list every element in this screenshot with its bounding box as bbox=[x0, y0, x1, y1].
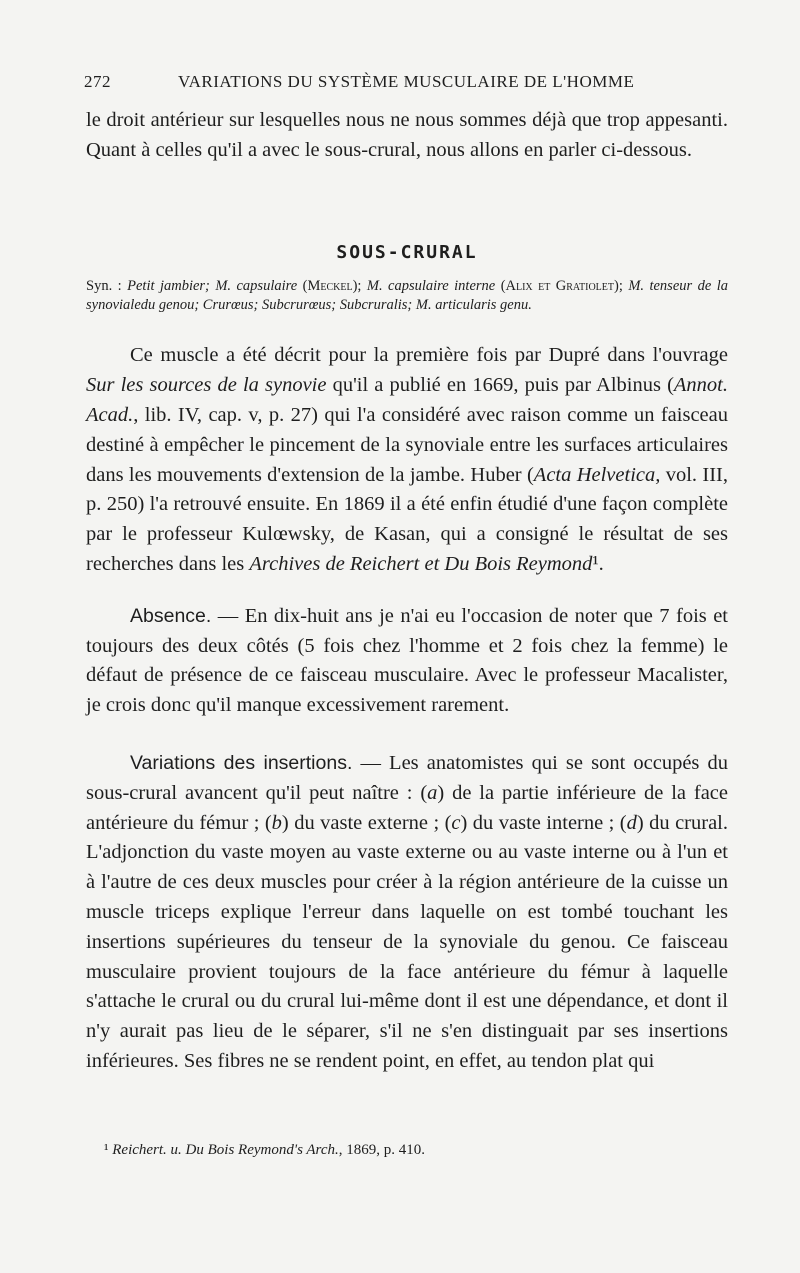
footnote-reference: Reichert. u. Du Bois Reymond's Arch. bbox=[112, 1142, 339, 1158]
footnote: ¹ Reichert. u. Du Bois Reymond's Arch., 1869, p. 410. bbox=[104, 1142, 425, 1158]
page-body bbox=[86, 106, 728, 1077]
paragraph-variations: Variations des insertions. — Les anatomistes qui se sont occupés du sous-crural avancent qu'il peut naître : (a) de la partie inférieure de la face antérieure du fémur ; (b) du vaste externe ; (c) du vaste interne ; (d) du crural. L'adjonction du vaste moyen au vaste externe ou au vaste interne ou à l'un et à l'autre de ces deux muscles pour créer à la région antérieure de la cuisse un muscle triceps explique l'erreur dans laquelle on est tombé touchant les insertions supérieures du tenseur de la synoviale du genou. Ce faisceau musculaire provient toujours de la face antérieure du fémur à laquelle s'attache le crural ou du crural lui-même dont il est une dépendance, et dont il n'y aurait pas lieu de le séparer, s'il ne s'en distinguait par ses insertions inférieures. Ses fibres ne se rendent point, en effet, au tendon plat qui bbox=[86, 751, 729, 1072]
variations-heading: Variations des insertions. bbox=[130, 751, 353, 774]
section-title: SOUS-CRURAL bbox=[336, 241, 478, 263]
absence-heading: Absence. bbox=[130, 604, 212, 627]
footnote-mark: ¹ bbox=[104, 1142, 109, 1158]
paragraph-history: Ce muscle a été décrit pour la première fois par Dupré dans l'ouvrage Sur les sources de la synovie qu'il a publié en 1669, puis par Albinus (Annot. Acad., lib. IV, cap. v, p. 27) qui l'a considéré avec raison comme un faisceau destiné à empêcher le pincement de la synoviale entre les surfaces articulaires dans les mouvements d'extension de la jambe. Huber (Acta Helvetica, vol. III, p. 250) l'a retrouvé ensuite. En 1869 il a été enfin étudié d'une façon complète par le professeur Kulœwsky, de Kasan, qui a consigné le résultat de ses recherches dans les Archives de Reichert et Du Bois Reymond¹. bbox=[86, 344, 728, 575]
opening-paragraph: le droit antérieur sur lesquelles nous ne nous sommes déjà que trop appesanti. Quant à celles qu'il a avec le sous-crural, nous allons en parler ci-dessous. bbox=[86, 109, 728, 161]
running-title: VARIATIONS DU SYSTÈME MUSCULAIRE DE L'HOMME bbox=[178, 72, 635, 91]
paragraph-absence: Absence. — En dix-huit ans je n'ai eu l'occasion de noter que 7 fois et toujours des deux côtés (5 fois chez l'homme et 2 fois chez la femme) le défaut de présence de ce faisceau musculaire. Avec le professeur Macalister, je crois donc qu'il manque excessivement rarement. bbox=[86, 604, 728, 717]
page-number: 272 bbox=[84, 72, 111, 91]
synonyms-list: Syn. : Petit jambier; M. capsulaire (Meckel); M. capsulaire interne (Alix et Gratiolet); M. tenseur de la synovialedu genou; Crurœus; Subcrurœus; Subcruralis; M. articularis genu. bbox=[86, 278, 729, 314]
